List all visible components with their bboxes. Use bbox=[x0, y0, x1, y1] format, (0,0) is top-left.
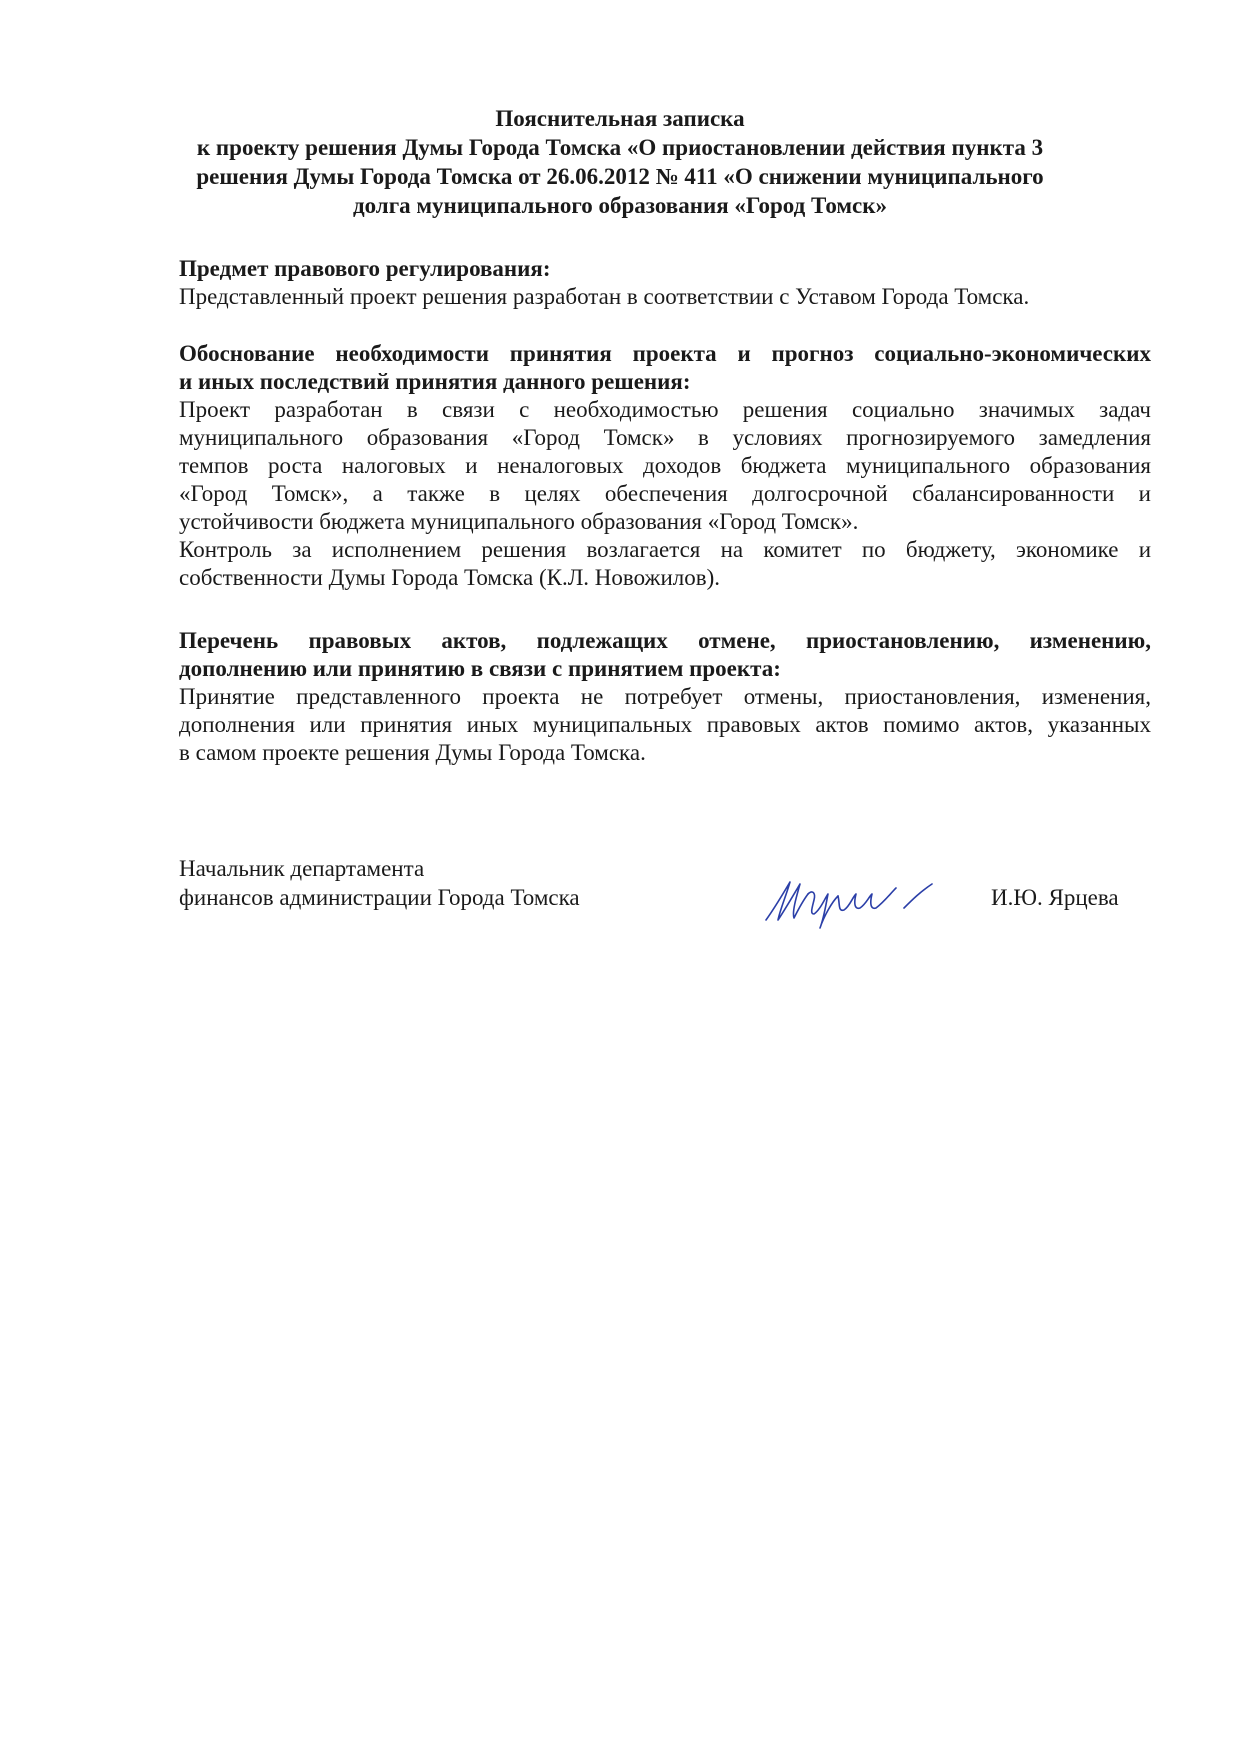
section-body-line: дополнения или принятия иных муниципальных правовых актов помимо актов, указанных bbox=[179, 712, 1151, 737]
section-body-line: муниципального образования «Город Томск» в условиях прогнозируемого замедления bbox=[179, 425, 1151, 450]
section-heading: и иных последствий принятия данного решения: bbox=[179, 369, 691, 394]
section-body-line: Представленный проект решения разработан в соответствии с Уставом Города Томска. bbox=[179, 284, 1030, 309]
section-body-line: «Город Томск», а также в целях обеспечения долгосрочной сбалансированности и bbox=[179, 481, 1151, 506]
section-body-line: в самом проекте решения Думы Города Томска. bbox=[179, 740, 646, 765]
section-body-line: собственности Думы Города Томска (К.Л. Новожилов). bbox=[179, 565, 720, 590]
title-line-3: решения Думы Города Томска от 26.06.2012 № 411 «О снижении муниципального bbox=[196, 164, 1044, 189]
signatory-position bbox=[179, 854, 580, 912]
section-legal-acts-list bbox=[179, 627, 1151, 767]
section-justification bbox=[179, 340, 1151, 592]
section-body-line: устойчивости бюджета муниципального образования «Город Томск». bbox=[179, 509, 859, 534]
signatory-position-line: финансов администрации Города Томска bbox=[179, 885, 580, 910]
section-body-line: Контроль за исполнением решения возлагается на комитет по бюджету, экономике и bbox=[179, 537, 1151, 562]
section-heading: дополнению или принятию в связи с принятием проекта: bbox=[179, 656, 781, 681]
title-line-1: Пояснительная записка bbox=[495, 106, 745, 131]
signature-strokes bbox=[766, 882, 932, 928]
section-body-line: темпов роста налоговых и неналоговых доходов бюджета муниципального образования bbox=[179, 453, 1151, 478]
title-line-2: к проекту решения Думы Города Томска «О приостановлении действия пункта 3 bbox=[196, 135, 1044, 160]
section-heading: Перечень правовых актов, подлежащих отмене, приостановлению, изменению, bbox=[179, 628, 1151, 653]
signature-block bbox=[179, 854, 1151, 934]
signatory-position-line: Начальник департамента bbox=[179, 856, 425, 881]
title-line-4: долга муниципального образования «Город Томск» bbox=[352, 193, 888, 218]
document-title bbox=[160, 104, 1080, 220]
handwritten-signature bbox=[754, 872, 954, 932]
section-body-line: Принятие представленного проекта не потребует отмены, приостановления, изменения, bbox=[179, 684, 1151, 709]
signatory-name: И.Ю. Ярцева bbox=[991, 885, 1119, 910]
section-heading: Обоснование необходимости принятия проекта и прогноз социально-экономических bbox=[179, 341, 1151, 366]
section-heading: Предмет правового регулирования: bbox=[179, 256, 551, 281]
section-legal-regulation bbox=[179, 255, 1151, 311]
section-body-line: Проект разработан в связи с необходимостью решения социально значимых задач bbox=[179, 397, 1151, 422]
